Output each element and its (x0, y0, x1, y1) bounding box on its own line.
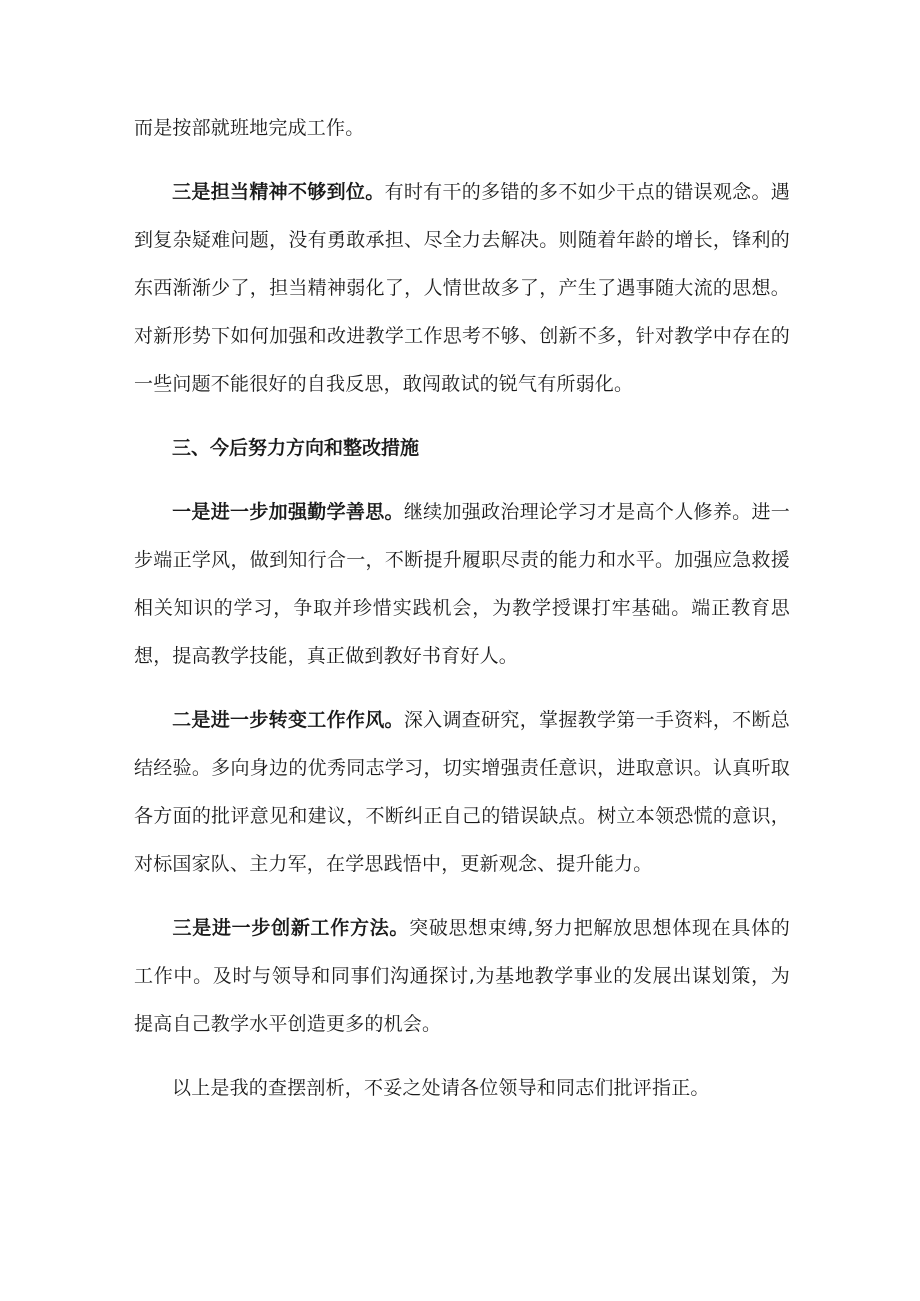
paragraph-lead: 二是进一步转变工作作风。 (172, 709, 404, 731)
paragraph-continuation (134, 104, 790, 152)
paragraph-lead: 三是进一步创新工作方法。 (172, 917, 410, 939)
paragraph-responsibility (134, 168, 790, 408)
paragraph-text: 有时有干的多错的多不如少干点的错误观念。遇到复杂疑难问题，没有勇敢承担、尽全力去解决。则随着年龄的增长，锋利的东西渐渐少了，担当精神弱化了，人情世故多了，产生了遇事随大流的思想。对新形势下如何加强和改进教学工作思考不够、创新不多，针对教学中存在的一些问题不能很好的自我反思，敢闯敢试的锐气有所弱化。 (134, 181, 791, 395)
paragraph-closing (134, 1064, 790, 1112)
paragraph-lead: 三是担当精神不够到位。 (172, 181, 385, 203)
paragraph-work-style (134, 696, 790, 888)
paragraph-text: 而是按部就班地完成工作。 (134, 117, 365, 139)
paragraph-text: 深入调查研究，掌握教学第一手资料，不断总结经验。多向身边的优秀同志学习，切实增强责任意识，进取意识。认真听取各方面的批评意见和建议，不断纠正自己的错误缺点。树立本领恐慌的意识，对标国家队、主力军，在学思践悟中，更新观念、提升能力。 (134, 709, 790, 875)
paragraph-text: 继续加强政治理论学习才是高个人修养。进一步端正学风，做到知行合一，不断提升履职尽责的能力和水平。加强应急救援相关知识的学习，争取并珍惜实践机会，为教学授课打牢基础。端正教育思想，提高教学技能，真正做到教好书育好人。 (134, 501, 790, 667)
paragraph-text: 以上是我的查摆剖析，不妥之处请各位领导和同志们批评指正。 (172, 1077, 710, 1099)
paragraph-methods (134, 904, 790, 1048)
section-heading: 三、今后努力方向和整改措施 (172, 437, 420, 459)
paragraph-text: 突破思想束缚,努力把解放思想体现在具体的工作中。及时与领导和同事们沟通探讨,为基地教学事业的发展出谋划策，为提高自己教学水平创造更多的机会。 (134, 917, 790, 1035)
paragraph-lead: 一是进一步加强勤学善思。 (172, 501, 404, 523)
paragraph-study (134, 488, 790, 680)
